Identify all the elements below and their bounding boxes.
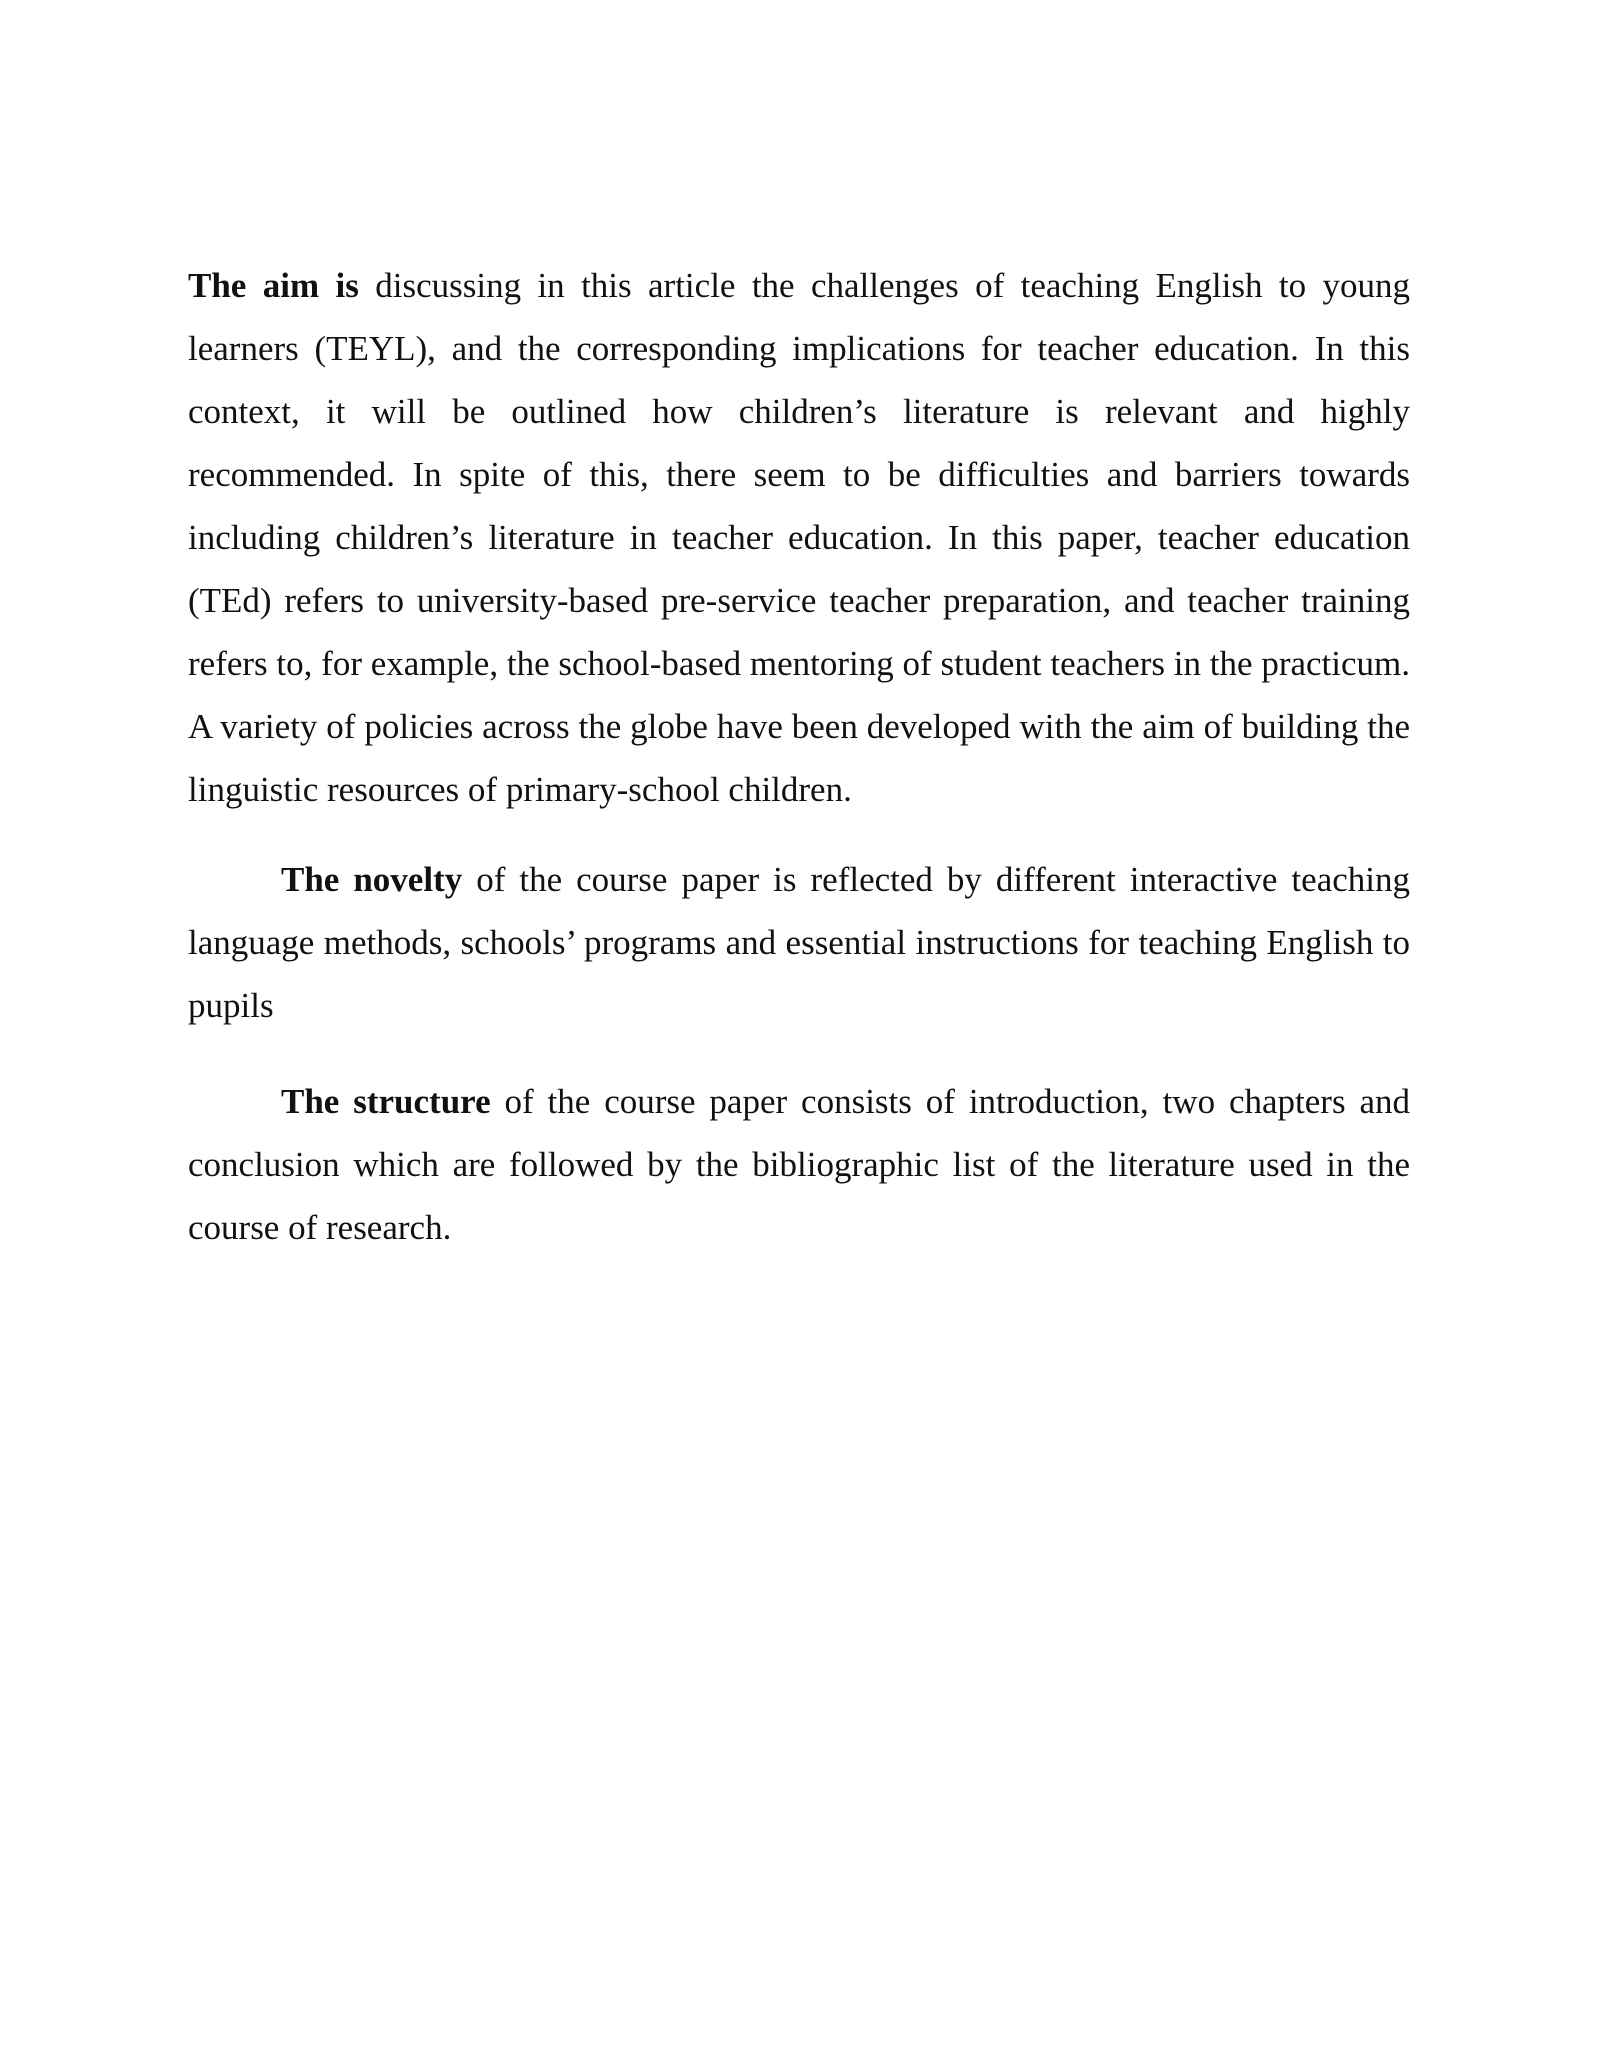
paragraph-aim-lead: The aim is (188, 266, 359, 305)
paragraph-structure (188, 1070, 1410, 1259)
paragraph-novelty-text: of the course paper is reflected by different interactive teaching language methods, schools’ programs and essential instructions for teaching English to pupils (188, 860, 1410, 1025)
paragraph-aim (188, 254, 1410, 821)
paragraph-structure-lead: The structure (281, 1082, 491, 1121)
paragraph-structure-text: of the course paper consists of introduction, two chapters and conclusion which are followed by the bibliographic list of the literature used in the course of research. (188, 1082, 1410, 1247)
paragraph-novelty-lead: The novelty (281, 860, 463, 899)
paragraph-aim-text: discussing in this article the challenges of teaching English to young learners (TEYL), and the corresponding implications for teacher education. In this context, it will be outlined how children’s literature is relevant and highly recommended. In spite of this, there seem to be difficulties and barriers towards including children’s literature in teacher education. In this paper, teacher education (TEd) refers to university-based pre-service teacher preparation, and teacher training refers to, for example, the school-based mentoring of student teachers in the practicum. A variety of policies across the globe have been developed with the aim of building the linguistic resources of primary-school children. (188, 266, 1410, 809)
paragraph-novelty (188, 848, 1410, 1037)
